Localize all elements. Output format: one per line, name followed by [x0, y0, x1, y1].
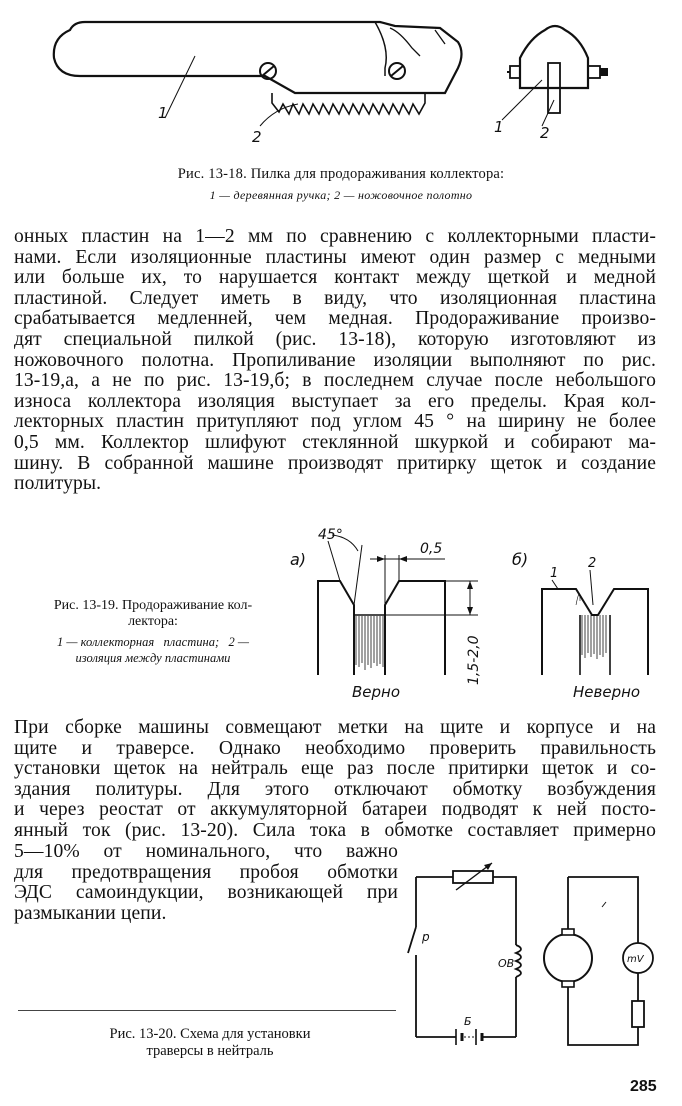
- fig19-part-2: 2: [588, 556, 597, 571]
- saw-end-view: [520, 26, 588, 88]
- text-line: для предотвращения пробоя обмотки: [14, 861, 398, 883]
- figure-13-18-drawing: [40, 8, 640, 158]
- text-line: политуры.: [14, 473, 102, 495]
- fig19-label-a: а): [290, 550, 307, 569]
- fig19-part-1: 1: [550, 566, 559, 581]
- millivoltmeter-icon: [623, 943, 653, 973]
- text-line: нами. Если изоляционные пластины имеют один размер с медными: [14, 246, 656, 268]
- text-line: установки щеток на нейтраль еще раз после притирки щеток и со-: [14, 758, 656, 780]
- insulation-hatch-correct: [356, 616, 383, 670]
- figure-13-19-drawing: [280, 515, 675, 705]
- fig18-label-1: 1: [158, 104, 168, 122]
- fig18-label-2: 2: [252, 128, 262, 146]
- fig18-caption: Рис. 13-18. Пилка для продораживания коллектора:: [177, 166, 505, 182]
- commutator-incorrect: [542, 589, 648, 675]
- switch-icon: [408, 927, 416, 953]
- text-line: ЭДС самоиндукции, возникающей при: [14, 882, 398, 904]
- fig20-caption: [60, 1026, 360, 1060]
- fig20-label-switch: р: [422, 930, 430, 944]
- text-line: или больше их, то нарушается контакт между щеткой и медной: [14, 267, 656, 289]
- fig20-caption-line1: Рис. 13-20. Схема для установки: [109, 1026, 311, 1042]
- fig19-label-b: б): [512, 550, 529, 569]
- fig19-dim-depth: 1,5-2,0: [466, 635, 482, 685]
- fig19-correct: Верно: [352, 683, 401, 701]
- text-line: 13-19,а, а не по рис. 13-19,б; в последнем случае после небольшого: [14, 370, 656, 392]
- fig20-label-meter: mV: [627, 954, 644, 965]
- text-line: 5—10% от номинального, что важно: [14, 841, 398, 862]
- text-line: янный ток (рис. 13-20). Сила тока в обмотке составляет примерно: [14, 819, 656, 841]
- text-line: ножовочного полотна. Пропиливание изоляции выполняют по рис.: [14, 349, 656, 371]
- text-line: 0,5 мм. Коллектор шлифуют стеклянной шкуркой и собирают ма-: [14, 431, 656, 453]
- fig19-legend-line2: изоляция между пластинами: [75, 651, 231, 665]
- fig19-angle: 45°: [318, 527, 343, 543]
- text-line: онных пластин на 1—2 мм по сравнению с коллекторными пласти-: [14, 226, 656, 247]
- fig18-legend: 1 — деревянная ручка; 2 — ножовочное полотно: [209, 188, 473, 202]
- text-line: износа коллектора изоляция выступает за его пределы. Края кол-: [14, 390, 656, 412]
- text-line: щите и траверсе. Однако необходимо проверить правильность: [14, 737, 656, 759]
- battery-icon: [456, 1029, 482, 1045]
- paragraph-2: [14, 718, 656, 842]
- fig20-label-winding: ОВ: [498, 957, 515, 970]
- fig18-label-2-end: 2: [540, 124, 550, 142]
- fig19-caption-line1: Рис. 13-19. Продораживание кол-: [53, 598, 253, 613]
- insulation-hatch-incorrect: [582, 615, 606, 659]
- fig19-legend-line1: 1 — коллекторная пластина; 2 —: [57, 635, 249, 649]
- text-line: При сборке машины совмещают метки на щите и корпусе и на: [14, 717, 656, 738]
- figure-13-20-drawing: [398, 855, 678, 1065]
- text-line: шину. В собранной машине производят притирку щеток и создание: [14, 452, 656, 474]
- field-winding-icon: [516, 945, 521, 977]
- text-line: дят специальной пилкой (рис. 13-18), которую изготовляют из: [14, 328, 656, 350]
- fig19-caption: [18, 598, 288, 666]
- fig20-caption-line2: траверсы в нейтраль: [146, 1043, 274, 1059]
- text-line: размыкании цепи.: [14, 902, 167, 924]
- screw-right-icon: [389, 63, 405, 79]
- paragraph-2-continued: [14, 842, 398, 924]
- text-line: пластиной. Следует иметь в виду, что изоляционная пластина: [14, 287, 656, 309]
- text-line: лекторных пластин притупляют под углом 45 ° на ширину не более: [14, 411, 656, 433]
- saw-handle: [54, 22, 462, 93]
- armature-icon: [544, 929, 592, 987]
- text-line: и через реостат от аккумуляторной батареи подводят к ней посто-: [14, 799, 656, 821]
- paragraph-1: [14, 227, 656, 495]
- fig20-label-battery: Б: [464, 1015, 472, 1028]
- text-line: срабатывается медленней, чем медная. Продораживание произво-: [14, 308, 656, 330]
- fig18-label-1-end: 1: [494, 118, 504, 136]
- fig19-dim-width: 0,5: [420, 541, 443, 557]
- fig19-caption-line2: лектора:: [128, 614, 178, 629]
- page-number: 285: [630, 1078, 657, 1095]
- text-line: здания политуры. Для этого отключают обмотку возбуждения: [14, 778, 656, 800]
- fig19-incorrect: Неверно: [573, 683, 641, 701]
- commutator-correct: [318, 581, 445, 675]
- saw-blade: [272, 93, 425, 114]
- resistor-icon: [632, 1001, 644, 1027]
- fig20-caption-rule: [18, 1010, 396, 1011]
